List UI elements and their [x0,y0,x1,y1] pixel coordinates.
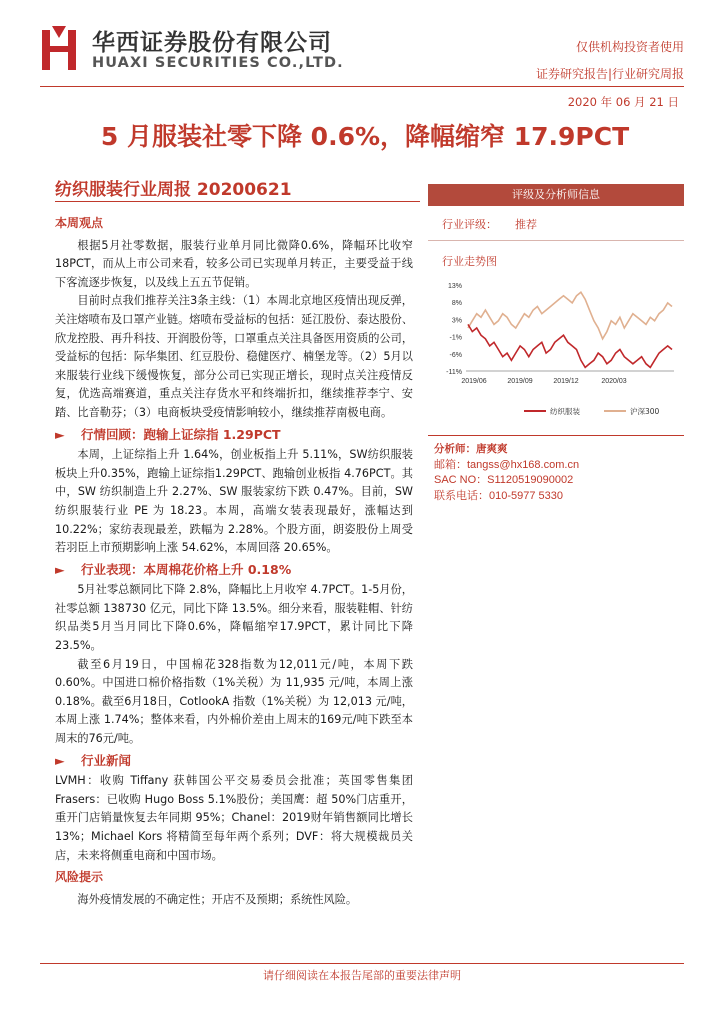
sidebar [428,184,684,504]
x-tick-label: 2019/09 [507,378,533,385]
market-heading: ► 行情回顾：跑输上证综指 1.29PCT [55,426,413,445]
y-tick-label: 8% [451,300,462,308]
huaxi-logo-icon [40,24,80,72]
analyst-name: 分析师：唐爽爽 [434,443,508,455]
subtitle-divider [55,201,420,202]
view-heading: 本周观点 [55,216,104,230]
analyst-divider [428,435,684,436]
main-content [55,214,413,909]
industry-paragraph-2: 截至6月19日，中国棉花328指数为12,011元/吨，本周下跌 0.60%。中国进口棉价格指数（1%关税）为 11,935 元/吨，本周上涨 0.18%。截至6月18日，CotlookA 指数（1%关税）为 12,013 元/吨，本周上涨 1.74%；整体来看，内外棉价差由上周末的169元/吨下跌至本周末的76元/吨。 [55,657,413,746]
analyst-phone: 联系电话：010-5977 5330 [434,489,564,502]
report-title: 5 月服装社零下降 0.6%，降幅缩窄 17.9PCT [100,122,630,151]
trend-chart-label: 行业走势图 [442,255,497,268]
rating-value: 推荐 [515,218,537,231]
triangle-right-icon: ► [55,752,65,768]
y-tick-label: -11% [446,369,462,376]
rating-label: 行业评级： [442,218,497,231]
analyst-email: 邮箱：tangss@hx168.com.cn [434,458,580,471]
analyst-info [428,442,684,504]
trend-chart [434,275,682,425]
risk-paragraph: 海外疫情发展的不确定性；开店不及预期；系统性风险。 [77,892,358,906]
news-heading: ► 行业新闻 [55,752,413,771]
legal-footer: 请仔细阅读在本报告尾部的重要法律声明 [263,969,461,982]
series-line [468,324,672,367]
report-type: 证券研究报告|行业研究周报 [535,67,684,81]
trend-chart-svg [434,275,682,425]
market-paragraph: 本周，上证综指上升 1.64%，创业板指上升 5.11%，SW纺织服装板块上升0.35%，跑输上证综指1.29PCT、跑输创业板指 4.76PCT。其中，SW 纺织制造上升 2.27%、SW 服装家纺下跌 0.47%。目前，SW 纺织服装行业 PE 为 18.23。本周，高端女装表现最好，涨幅达到 10.22%；家纺表现最差，跌幅为 2.28%。个股方面，朗姿股份上周受若羽臣上市预期影响上涨 54.62%，本周回落 20.65%。 [55,448,413,555]
series-line [468,292,672,339]
view-paragraph-2: 目前时点我们推荐关注3条主线：（1）本周北京地区疫情出现反弹，关注熔喷布及口罩产业链。熔喷布受益标的包括：延江股份、泰达股份、欣龙控股、再升科技、开润股份等，口罩重点关注具备医用资质的公司，受益标的包括：际华集团、红豆股份、稳健医疗、楠堡龙等。（2）5月以来服装行业线下缓慢恢复，部分公司已实现正增长，现时点关注疫情反复，优选高端赛道，重点关注存货水平和终端折扣，继续推荐李宁、安踏、比音勒芬；（3）电商板块受疫情影响较小，继续推荐南极电商。 [55,294,414,419]
rating-divider [428,240,684,241]
analyst-sac: SAC NO：S1120519090002 [434,474,574,486]
x-tick-label: 2019/06 [461,378,487,385]
legend-label: 纺织服装 [550,407,580,416]
x-tick-label: 2019/12 [553,378,579,385]
report-subtitle: 纺织服装行业周报 20200621 [55,180,292,200]
legend-label: 沪深300 [630,407,660,416]
risk-heading: 风险提示 [55,870,104,885]
audience-note: 仅供机构投资者使用 [575,40,684,54]
triangle-right-icon: ► [55,426,65,442]
y-tick-label: 13% [447,283,462,290]
company-name-cn: 华西证券股份有限公司 [92,30,332,56]
y-tick-label: 3% [451,317,462,325]
industry-heading: ► 行业表现：本周棉花价格上升 0.18% [55,561,413,580]
report-header [0,0,724,110]
x-tick-label: 2020/03 [601,378,627,385]
company-name-en: HUAXI SECURITIES CO.,LTD. [92,55,344,71]
header-divider [40,86,684,87]
view-paragraph-1: 根据5月社零数据，服装行业单月同比微降0.6%，降幅环比收窄18PCT，而从上市公司来看，较多公司已实现单月转正，主要受益于线下客流逐步恢复，以及线上五五节促销。 [55,238,413,289]
rating-panel-header: 评级及分析师信息 [428,184,684,206]
y-tick-label: -1% [449,334,462,342]
y-tick-label: -6% [449,351,462,359]
industry-paragraph-1: 5月社零总额同比下降 2.8%，降幅比上月收窄 4.7PCT。1-5月份，社零总额 138730 亿元，同比下降 13.5%。细分来看，服装鞋帽、针纺织品类5月当月同比下降0.6%，降幅缩窄17.9PCT，累计同比下降 23.5%。 [55,583,413,653]
footer-divider [40,963,684,964]
report-date: 2020 年 06 月 21 日 [567,95,679,109]
triangle-right-icon: ► [55,561,65,577]
news-paragraph: LVMH：收购 Tiffany 获韩国公平交易委员会批准；英国零售集团 Frasers：已收购 Hugo Boss 5.1%股份；美国鹰：超 50%门店重开，重开门店销量恢复去年同期 95%；Chanel：2019财年销售额同比增长 13%；Michael Kors 将精简至每年两个系列；DVF：将大规模裁员关店，未来将侧重电商和中国市场。 [55,774,413,862]
industry-rating [428,216,684,232]
